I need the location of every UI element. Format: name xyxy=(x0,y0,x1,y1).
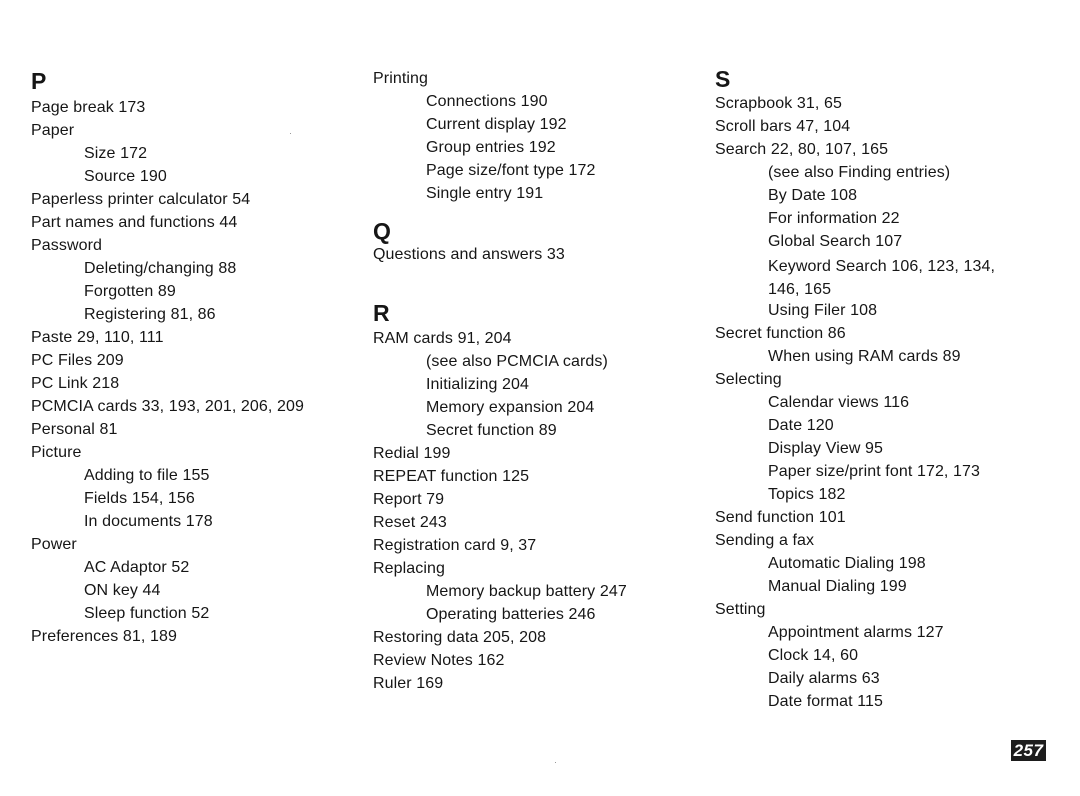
index-entry: Setting xyxy=(715,601,766,618)
index-subentry: Single entry 191 xyxy=(426,185,544,202)
index-subentry: Calendar views 116 xyxy=(768,394,910,411)
index-subentry: Secret function 89 xyxy=(426,422,557,439)
index-entry: Preferences 81, 189 xyxy=(31,628,177,645)
index-entry: RAM cards 91, 204 xyxy=(373,330,512,347)
index-entry: Secret function 86 xyxy=(715,325,846,342)
index-entry: Password xyxy=(31,237,103,254)
index-subentry: Clock 14, 60 xyxy=(768,647,859,664)
index-subentry: Source 190 xyxy=(84,168,167,185)
index-subentry: Operating batteries 246 xyxy=(426,606,596,623)
section-letter: P xyxy=(31,68,47,94)
index-subentry: Keyword Search 106, 123, 134, 146, 165 xyxy=(768,258,996,298)
index-subentry: Group entries 192 xyxy=(426,139,556,156)
index-subentry: In documents 178 xyxy=(84,513,213,530)
index-entry: Page break 173 xyxy=(31,99,146,116)
index-subentry: Connections 190 xyxy=(426,93,548,110)
index-entry: Redial 199 xyxy=(373,445,451,462)
index-entry: Printing xyxy=(373,70,429,87)
scan-speck xyxy=(555,762,556,763)
index-entry: Ruler 169 xyxy=(373,675,444,692)
index-entry: Send function 101 xyxy=(715,509,846,526)
index-entry: Part names and functions 44 xyxy=(31,214,238,231)
index-entry: PC Link 218 xyxy=(31,375,120,392)
index-subentry: (see also Finding entries) xyxy=(768,164,951,181)
index-subentry: Date 120 xyxy=(768,417,834,434)
index-entry: Picture xyxy=(31,444,82,461)
index-subentry: Paper size/print font 172, 173 xyxy=(768,463,981,480)
index-entry: PCMCIA cards 33, 193, 201, 206, 209 xyxy=(31,398,304,415)
index-subentry: Date format 115 xyxy=(768,693,884,710)
index-entry: Registration card 9, 37 xyxy=(373,537,537,554)
index-entry: Reset 243 xyxy=(373,514,447,531)
page-number: 257 xyxy=(1011,740,1046,761)
index-subentry: When using RAM cards 89 xyxy=(768,348,961,365)
index-subentry: AC Adaptor 52 xyxy=(84,559,190,576)
scan-speck xyxy=(290,133,291,134)
index-subentry: Manual Dialing 199 xyxy=(768,578,907,595)
index-subentry: Daily alarms 63 xyxy=(768,670,880,687)
section-letter: R xyxy=(373,300,390,326)
index-subentry: ON key 44 xyxy=(84,582,161,599)
index-subentry: Memory backup battery 247 xyxy=(426,583,627,600)
index-subentry: Page size/font type 172 xyxy=(426,162,596,179)
index-entry: REPEAT function 125 xyxy=(373,468,530,485)
index-entry: Selecting xyxy=(715,371,782,388)
index-entry: Scroll bars 47, 104 xyxy=(715,118,851,135)
index-subentry: Deleting/changing 88 xyxy=(84,260,237,277)
index-subentry: Display View 95 xyxy=(768,440,884,457)
index-entry: Questions and answers 33 xyxy=(373,246,565,263)
index-entry: Replacing xyxy=(373,560,446,577)
index-entry: PC Files 209 xyxy=(31,352,124,369)
index-subentry: Using Filer 108 xyxy=(768,302,878,319)
index-subentry: Automatic Dialing 198 xyxy=(768,555,926,572)
index-entry: Scrapbook 31, 65 xyxy=(715,95,843,112)
index-subentry: Sleep function 52 xyxy=(84,605,210,622)
index-entry: Restoring data 205, 208 xyxy=(373,629,547,646)
index-subentry: (see also PCMCIA cards) xyxy=(426,353,608,370)
index-entry: Report 79 xyxy=(373,491,445,508)
index-entry: Review Notes 162 xyxy=(373,652,505,669)
index-subentry: Global Search 107 xyxy=(768,233,903,250)
index-subentry: Appointment alarms 127 xyxy=(768,624,944,641)
index-subentry: Forgotten 89 xyxy=(84,283,176,300)
index-entry: Paper xyxy=(31,122,75,139)
index-entry: Search 22, 80, 107, 165 xyxy=(715,141,889,158)
index-subentry: Registering 81, 86 xyxy=(84,306,216,323)
index-subentry: Initializing 204 xyxy=(426,376,529,393)
index-subentry: Fields 154, 156 xyxy=(84,490,195,507)
index-subentry: Memory expansion 204 xyxy=(426,399,595,416)
index-subentry: Adding to file 155 xyxy=(84,467,210,484)
section-letter: S xyxy=(715,66,731,92)
index-entry: Paste 29, 110, 111 xyxy=(31,329,164,346)
index-subentry: Topics 182 xyxy=(768,486,846,503)
index-entry: Personal 81 xyxy=(31,421,118,438)
index-subentry: For information 22 xyxy=(768,210,900,227)
index-entry: Power xyxy=(31,536,77,553)
section-letter: Q xyxy=(373,218,391,244)
index-subentry: Size 172 xyxy=(84,145,148,162)
index-subentry: Current display 192 xyxy=(426,116,567,133)
index-subentry: By Date 108 xyxy=(768,187,858,204)
index-entry: Sending a fax xyxy=(715,532,815,549)
index-entry: Paperless printer calculator 54 xyxy=(31,191,251,208)
